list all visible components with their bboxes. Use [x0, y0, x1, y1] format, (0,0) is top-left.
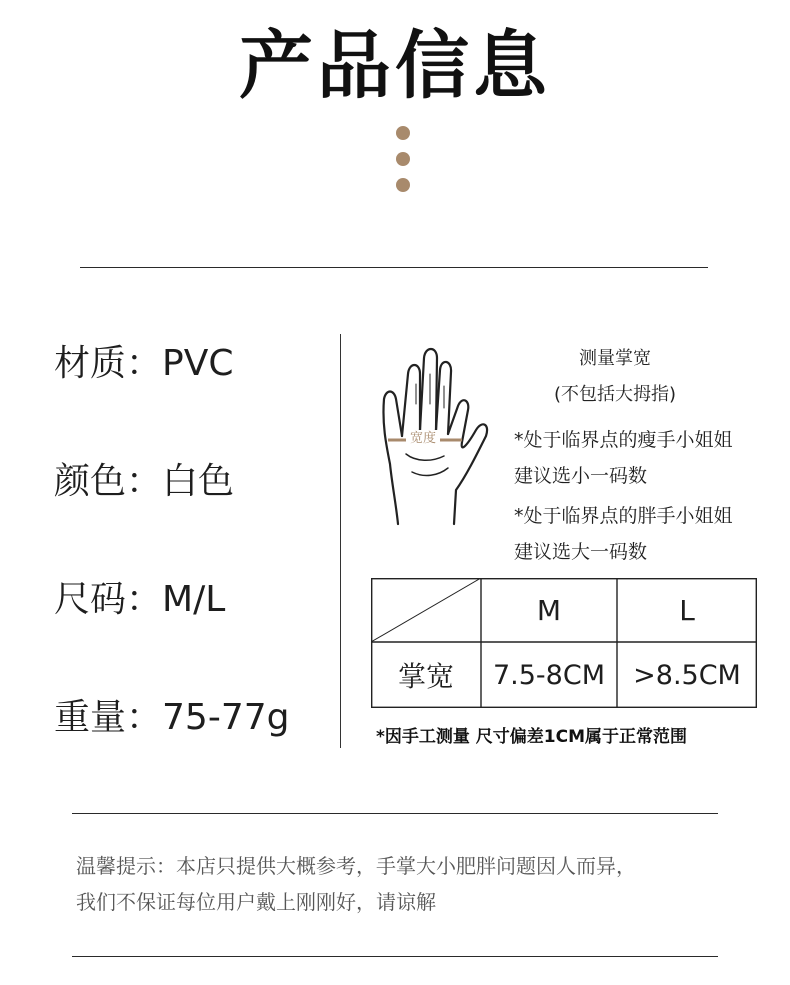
- spec-value: M/L: [162, 579, 226, 620]
- spec-value: 白色: [162, 461, 235, 502]
- spec-size: [54, 578, 225, 622]
- size-column-header: M: [536, 593, 562, 627]
- reminder-text: [76, 848, 726, 920]
- spec-color: [54, 460, 234, 504]
- spec-weight: [54, 696, 289, 740]
- spec-value: PVC: [162, 343, 234, 384]
- measure-title: 测量掌宽: [579, 348, 651, 369]
- bottom-divider: [72, 956, 718, 957]
- vertical-divider: [340, 334, 341, 748]
- decorative-dot: [396, 126, 410, 140]
- size-table: [371, 578, 757, 708]
- measure-subtitle: (不包括大拇指): [553, 384, 677, 405]
- spec-value: 75-77g: [162, 697, 290, 738]
- page-title: 产品信息: [239, 23, 551, 109]
- decorative-dot: [396, 178, 410, 192]
- size-cell: 7.5-8CM: [492, 659, 605, 691]
- reminder-line: 我们不保证每位用户戴上刚刚好，请谅解: [76, 890, 436, 914]
- size-row-label: 掌宽: [397, 660, 454, 693]
- reminder-line: 温馨提示：本店只提供大概参考，手掌大小肥胖问题因人而异，: [76, 854, 636, 878]
- spec-label: 材质：: [54, 343, 163, 384]
- spec-label: 颜色：: [54, 461, 163, 502]
- spec-label: 重量：: [54, 697, 163, 738]
- top-divider: [80, 267, 708, 268]
- tip-line: 建议选大一码数: [514, 541, 648, 563]
- decorative-dot: [396, 152, 410, 166]
- hand-measure-illustration: [376, 344, 496, 533]
- tip-line: *处于临界点的瘦手小姐姐: [514, 429, 733, 451]
- size-cell: >8.5CM: [633, 659, 741, 691]
- size-column-header: L: [679, 593, 695, 627]
- tip-line: 建议选小一码数: [514, 465, 648, 487]
- spec-label: 尺码：: [54, 579, 163, 620]
- middle-divider: [72, 813, 718, 814]
- measurement-footnote: *因手工测量 尺寸偏差1CM属于正常范围: [376, 727, 688, 747]
- hand-width-label: 宽度: [406, 430, 440, 448]
- spec-material: [54, 342, 234, 386]
- tip-line: *处于临界点的胖手小姐姐: [514, 505, 733, 527]
